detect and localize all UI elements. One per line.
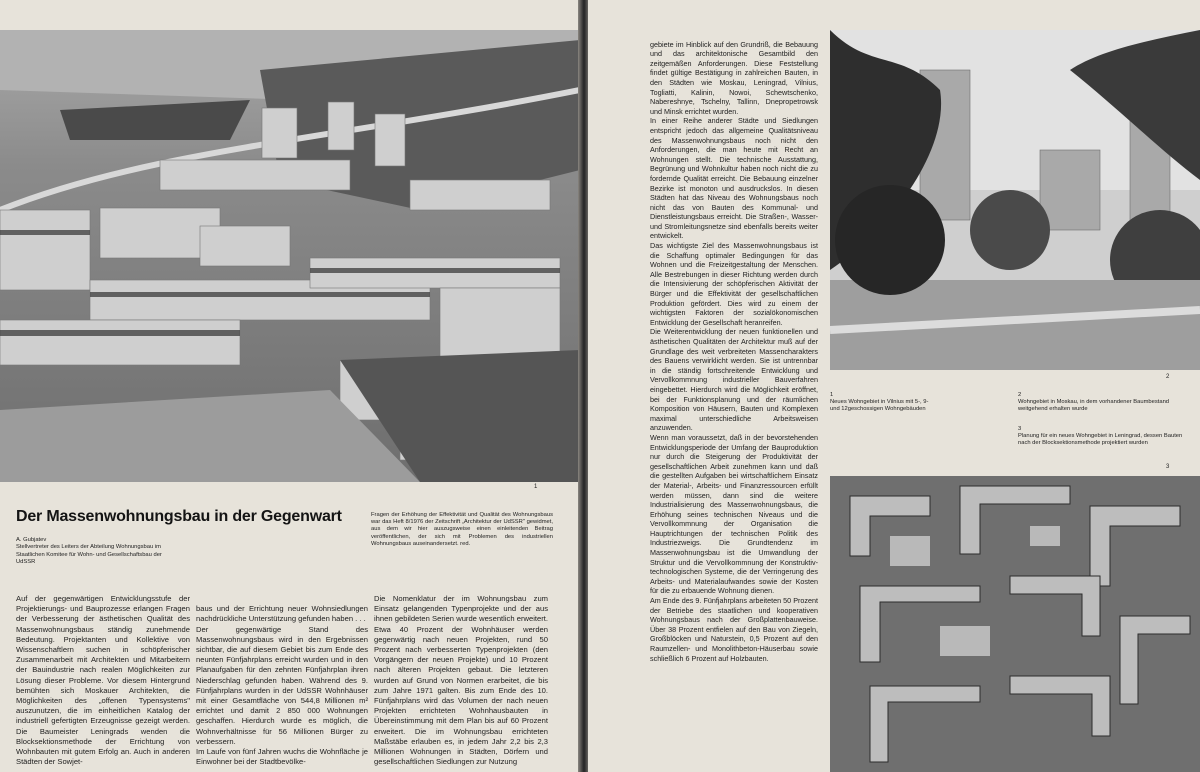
author-name: A. Gubjatev	[16, 537, 47, 543]
photo-vilnius-housing	[830, 30, 1200, 370]
caption-number: 1	[830, 392, 834, 398]
figure-number-3: 3	[1166, 464, 1170, 470]
paragraph: gebiete im Hinblick auf den Grundriß, die Bebauung und das architektonische Gesamtbild den zeitgemäßen Anforderungen. Diese Feststellung findet gültige Bestätigung in zahlreichen Bauten, in den Städten wie Moskau, Leningrad, Vilnius, Togliatti, Kalinin, Nowoi, Schewtschenko, Nabereshnye, Tschelny, Tallinn, Dnepropetrowsk und Minsk errichtet wurden. In einer Reihe anderer Städte und Siedlungen entspricht jedoch das allgemeine Qualitätsniveau des Massenwohnungsbaus noch nicht den Anforderungen, die man heute mit Recht an Wohnungen stellt. Die technische Ausstattung, Begrünung und Wohnkultur haben noch nicht die zu fordernde Qualität erreicht. Die Bebauung einzelner Bezirke ist monoton und ausdruckslos. In diesen Städten hat das Niveau des Wohnungsbaus noch nicht das von Bauten des Kommunal- und Dienstleistungsbaus erreicht. Die Straßen-, Wasser- und Stromleitungsnetze sind ebenfalls bereits weiter entwickelt. Das wichtigste Ziel des Massenwohnungsbaus ist die Schaffung optimaler Bedingungen für das Wohnen und die Freizeitgestaltung der Menschen. Alle Bestrebungen in dieser Richtung werden durch die Intensivierung der schöpferischen Aktivität der Bürger und die Effektivität der gesellschaftlichen Produktion gefördert. Dies wird zu einem der wichtigsten Faktoren der sozialökonomischen Entwicklung der Gesellschaft heranreifen. Die Weiterentwicklung der neuen funktionellen und ästhetischen Qualitäten der Architektur muß auf der Grundlage des weit verbreiteten Massencharakters des Bauens verwirklicht werden. Sie ist untrennbar in die ständig fortschreitende Entwicklung und Vervollkommnung industrieller Bauverfahren eingebettet. Hierdurch wird die Möglichkeit eröffnet, bei der Funktionsplanung und der räumlichen Komposition von Häusern, Bauten und Komplexen maximal unterschiedliche Arbeitsweisen anzuwenden. Wenn man voraussetzt, daß in der bevorstehenden Entwicklungsperiode der Umfang der Bauproduktion nur durch die Steigerung der Produktivität der gesellschaftlichen Arbeit zunehmen kann und daß die gestellten Aufgaben bei wirtschaftlichem Einsatz der Material-, Arbeits- und Finanzressourcen erfüllt werden müssen, dann sind die weitere Industrialisierung des Massenwohnungsbaus, die Erhöhung seines technischen Niveaus und die Vervollkommnung der Organisation die Hauptrichtungen der technischen Politik des Industriezweigs. Die Grundtendenz im Massenwohnungsbau ist die Umwandlung der Struktur und die Vervollkommnung der Konstruktiv-technologischen Systeme, die der Verringerung des Arbeits- und Materialaufwandes sowie der Kosten für die zu erbauende Wohnung dienen. Am Ende des 9. Fünfjahrplans arbeiteten 50 Prozent der Betriebe des staatlichen und kooperativen Wohnungsbaus nach der Großplattenbauweise. Über 38 Prozent entfielen auf den Bau von Ziegeln, Großblöcken und Naturstein, 0,5 Prozent auf den Raumzellen- und Monolithbeton-Häuserbau sowie schließlich 6 Prozent auf Holzbauten.	[650, 39, 818, 663]
caption-1	[830, 392, 930, 414]
paragraph: baus und der Errichtung neuer Wohnsiedlungen nachdrückliche Unterstützung gefunden haben . . . Der gegenwärtige Stand des Massenwohnungsbaus wird in den Ergebnissen sichtbar, die auf diesem Gebiet bis zum Ende des neunten Fünfjahrplans erreicht wurden und in den Planaufgaben für den zehnten Fünfjahrplan ihren Niederschlag gefunden haben. Während des 9. Fünfjahrplans wurden in der UdSSR Wohnhäuser mit einer Gesamtfläche von 544,8 Millionen m² errichtet und damit 2 850 000 Wohnungen geschaffen. Hierdurch wurde es möglich, die Wohnverhältnisse für 56 Millionen Bürger zu verbessern. Im Laufe von fünf Jahren wuchs die Wohnfläche je Einwohner bei der Stadtbevölke-	[196, 604, 368, 767]
caption-3	[1018, 426, 1183, 448]
caption-number: 2	[1018, 392, 1022, 398]
paragraph: Auf der gegenwärtigen Entwicklungsstufe der Projektierungs- und Bauprozesse erlangen Fragen der Verbesserung der ästhetischen Qualität des Massenwohnungsbaus ständig zunehmende Bedeutung. Projektanten und Kollektive von Wissenschaftlern suchen in schöpferischer Zusammenarbeit mit Architekten und Mitarbeitern der Bauindustrie nach realen Möglichkeiten zur Lösung dieser Probleme. Vor diesem Hintergrund bemühten sich Moskauer Architekten, die Möglichkeiten des „offenen Typensystems" auszunutzen, die im einheitlichen Katalog der industriell gefertigten Erzeugnisse gezeigt werden. Die Baumeister Leningrads wenden die Blocksektionsmethode der Errichtung von Wohnbauten mit gutem Erfolg an. Auch in anderen Städten der Sowjet-	[16, 594, 190, 767]
right-page	[588, 0, 1200, 772]
caption-text: Neues Wohngebiet in Vilnius mit 5-, 9- und 12geschossigen Wohngebäuden	[830, 399, 929, 413]
caption-text: Planung für ein neues Wohngebiet in Leningrad, dessen Bauten nach der Blocksektionsmethode projektiert wurden	[1018, 433, 1183, 447]
body-column-2	[196, 594, 368, 772]
caption-text: Wohngebiet in Moskau, in dem vorhandener Baumbestand weitgehend erhalten wurde	[1018, 399, 1170, 413]
author-byline	[16, 537, 166, 567]
figure-number-1: 1	[534, 484, 538, 490]
figure-number-2: 2	[1166, 374, 1170, 380]
paragraph: Die Nomenklatur der im Wohnungsbau zum Einsatz gelangenden Typenprojekte und der aus ihnen gebildeten Serien wurde wesentlich erweitert. Etwa 40 Prozent der Wohnhäuser werden gegenwärtig nach neuen Projekten, rund 50 Prozent nach verbesserten Typenprojekten (den Vorgängern der neuen Projekte) und 10 Prozent nach älteren Projekten gebaut. Die letzteren wurden auf Grund von Normen erarbeitet, die bis zum Jahre 1971 galten. Bis zum Ende des 10. Fünfjahrplans wird das Volumen der nach neuen Projekten errichteten Wohnhausbauten in Übereinstimmung mit dem Plan bis auf 60 Prozent erweitert. Die im Wohnungsbau errichteten Maßstäbe erlauben es, in jedem Jahr 2,2 bis 2,3 Millionen Wohnungen in Städten, Dörfern und gesellschaftlichen Siedlungen zur Nutzung	[374, 594, 548, 767]
caption-2	[1018, 392, 1178, 414]
body-column-a	[650, 30, 818, 772]
aerial-photo-housing-estate	[0, 30, 580, 482]
author-role: Stellvertreter des Leiters der Abteilung Wohnungsbau im Staatlichen Komitee für Wohn- und Gesellschaftsbau der UdSSR	[16, 544, 162, 566]
caption-number: 3	[1018, 426, 1022, 432]
photo-leningrad-model	[830, 476, 1200, 772]
editor-note: Fragen der Erhöhung der Effektivität und Qualität des Wohnungsbaus war das Heft 8/1976 der Zeitschrift „Architektur der UdSSR" gewidmet, aus dem wir hier auszugsweise einen einleitenden Beitrag veröffentlichen, der sich mit Problemen des industriellen Wohnungsbaus auseinandersetzt. red.	[371, 512, 553, 547]
left-page	[0, 0, 580, 772]
body-column-3	[374, 594, 548, 767]
body-column-1	[16, 594, 190, 767]
article-headline: Der Massenwohnungsbau in der Gegenwart	[16, 508, 342, 525]
